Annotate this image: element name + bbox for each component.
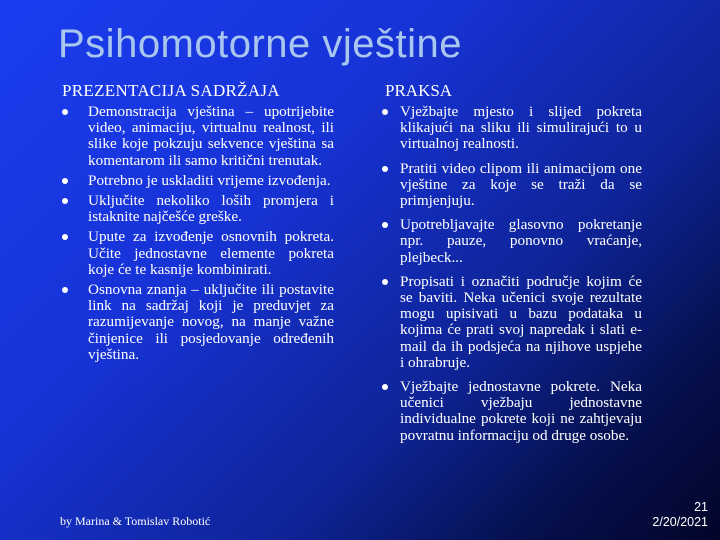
list-item — [385, 217, 642, 266]
list-item — [62, 104, 334, 169]
bullet-icon — [62, 178, 68, 184]
list-item — [385, 379, 642, 444]
list-item-text: Propisati i označiti područje kojim će se baviti. Neka učenici svoje rezultate mogu upisivati u bazu podataka u kojima će prati svoj napredak i slati e-mail da ih podsjeća na njihove uspjehe i ohrabruje. — [400, 272, 642, 371]
list-item — [385, 274, 642, 371]
bullet-icon — [382, 279, 388, 285]
bullet-icon — [62, 234, 68, 240]
list-item — [385, 161, 642, 210]
list-item-text: Uključite nekoliko loših promjera i istaknite najčešće greške. — [88, 192, 334, 226]
list-item-text: Upute za izvođenje osnovnih pokreta. Učite jednostavne elemente pokreta koje će te kasnije kombinirati. — [88, 228, 334, 278]
list-item-text: Demonstracija vještina – upotrijebite video, animaciju, virtualnu realnost, ili slike koje pokzuju sekvence vještina sa komentarom ili samo kritični trenutak. — [88, 103, 334, 169]
page-number: 21 — [694, 500, 708, 514]
bullet-list-left — [62, 104, 334, 363]
list-item — [62, 173, 334, 189]
column-heading-right: PRAKSA — [385, 81, 453, 100]
list-item — [385, 104, 642, 153]
bullet-list-right — [385, 104, 642, 444]
list-item-text: Pratiti video clipom ili animacijom one vještine za koje se traži da se primjenjuju. — [400, 159, 642, 210]
bullet-icon — [382, 384, 388, 390]
list-item — [62, 229, 334, 278]
bullet-icon — [382, 166, 388, 172]
list-item-text: Vježbajte jednostavne pokrete. Neka učenici vježbaju jednostavne individualne pokrete koji ne zahtjevaju povratnu informaciju od druge osobe. — [400, 378, 642, 444]
slide-date: 2/20/2021 — [652, 515, 708, 529]
bullet-icon — [62, 198, 68, 204]
footer-author: by Marina & Tomislav Robotić — [60, 514, 211, 528]
list-item — [62, 193, 334, 225]
content-column-left — [62, 82, 334, 367]
list-item-text: Vježbajte mjesto i slijed pokreta klikajući na sliku ili simulirajući to u virtualnoj realnosti. — [400, 103, 642, 153]
footer-page-info — [652, 500, 708, 530]
column-heading-left: PREZENTACIJA SADRŽAJA — [62, 81, 280, 100]
list-item-text: Potrebno je uskladiti vrijeme izvođenja. — [88, 171, 331, 189]
bullet-icon — [382, 109, 388, 115]
bullet-icon — [62, 109, 68, 115]
list-item-text: Osnovna znanja – uključite ili postavite link na sadržaj koji je preduvjet za razumijevanje novog, na manje važne činjenice ili posjedovanje određenih vještina. — [88, 281, 334, 363]
list-item-text: Upotrebljavajte glasovno pokretanje npr. pauze, ponovno vraćanje, plejbeck... — [400, 216, 642, 266]
bullet-icon — [382, 222, 388, 228]
bullet-icon — [62, 287, 68, 293]
slide-title: Psihomotorne vještine — [58, 22, 463, 66]
content-column-right — [385, 82, 642, 452]
list-item — [62, 282, 334, 363]
